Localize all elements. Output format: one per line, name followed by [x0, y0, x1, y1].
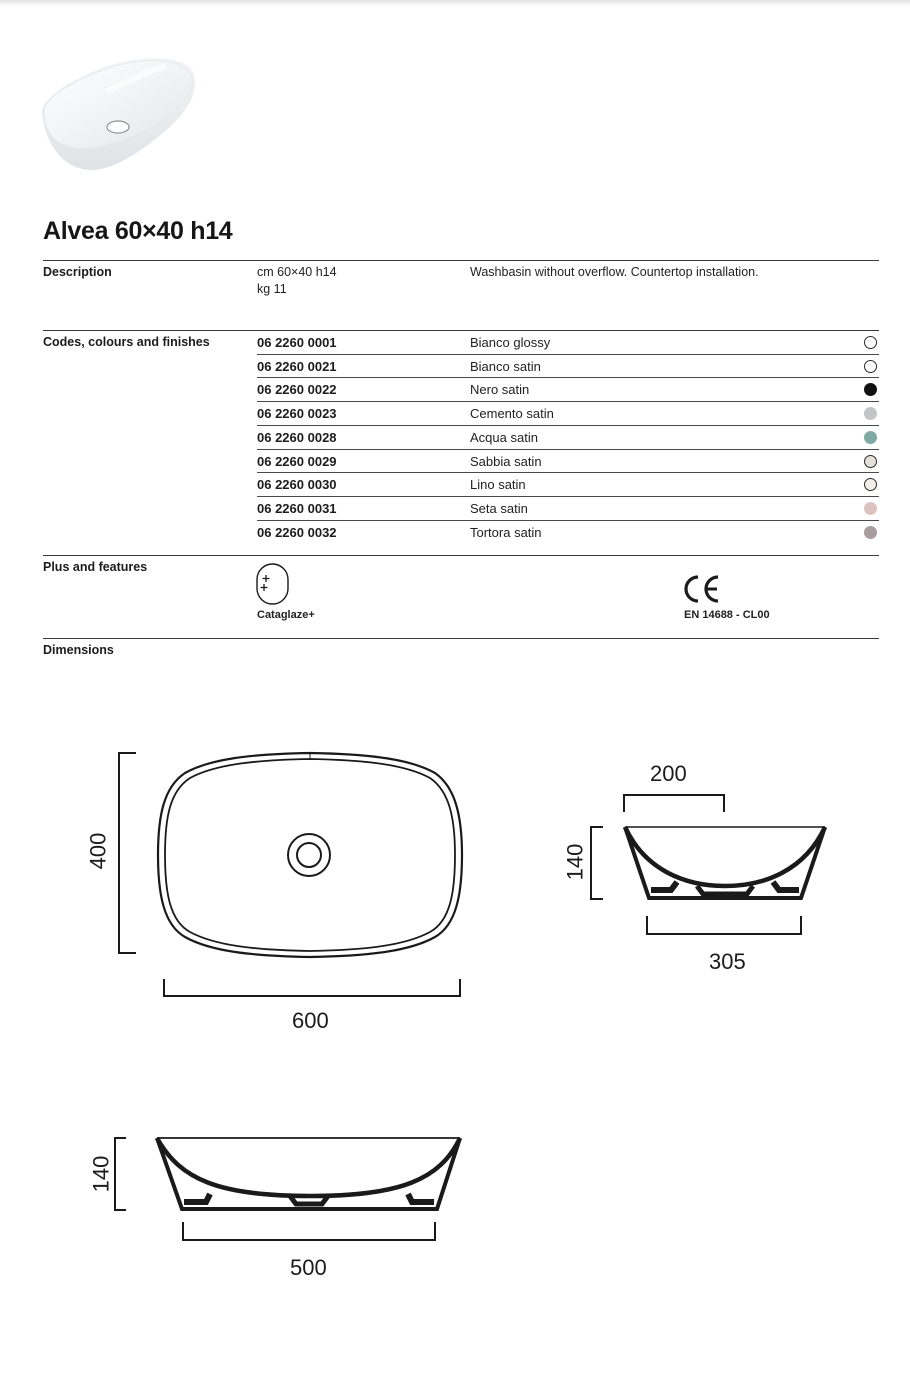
product-code: 06 2260 0029	[257, 454, 337, 469]
cataglaze-sparkle-icon	[256, 563, 290, 605]
dim-width-600: 600	[292, 1008, 329, 1033]
row-divider	[257, 449, 879, 450]
divider	[43, 638, 879, 639]
color-swatch	[864, 478, 877, 491]
product-code: 06 2260 0031	[257, 501, 337, 516]
color-swatch	[864, 431, 877, 444]
dim-depth-400: 400	[85, 832, 111, 870]
description-text: Washbasin without overflow. Countertop installation.	[470, 265, 759, 279]
product-code: 06 2260 0022	[257, 382, 337, 397]
finish-name: Seta satin	[470, 501, 528, 516]
color-swatch	[864, 502, 877, 515]
row-divider	[257, 496, 879, 497]
top-edge-shade	[0, 0, 910, 6]
dim-offset-200: 200	[650, 761, 687, 786]
dim-base-305: 305	[709, 949, 746, 974]
features-label: Plus and features	[43, 560, 148, 574]
finish-name: Tortora satin	[470, 525, 542, 540]
color-swatch	[864, 407, 877, 420]
front-view-drawing	[110, 1130, 470, 1250]
color-swatch	[864, 526, 877, 539]
finish-name: Lino satin	[470, 477, 526, 492]
dim-side-height-140: 140	[562, 843, 588, 881]
finish-name: Cemento satin	[470, 406, 554, 421]
description-label: Description	[43, 265, 112, 279]
row-divider	[257, 377, 879, 378]
color-swatch	[864, 455, 877, 468]
side-view-drawing	[585, 790, 835, 940]
finish-name: Acqua satin	[470, 430, 538, 445]
description-weight: kg 11	[257, 282, 287, 296]
product-code: 06 2260 0023	[257, 406, 337, 421]
row-divider	[257, 401, 879, 402]
dim-front-height-140: 140	[88, 1155, 114, 1193]
product-code: 06 2260 0032	[257, 525, 337, 540]
product-title: Alvea 60×40 h14	[43, 217, 233, 245]
product-code: 06 2260 0021	[257, 359, 337, 374]
finish-name: Bianco glossy	[470, 335, 551, 350]
color-swatch	[864, 360, 877, 373]
color-swatch	[864, 383, 877, 396]
finish-name: Sabbia satin	[470, 454, 542, 469]
product-code: 06 2260 0028	[257, 430, 337, 445]
feature-en-standard-label: EN 14688 - CL00	[684, 609, 770, 621]
finish-name: Nero satin	[470, 382, 530, 397]
product-code: 06 2260 0030	[257, 477, 337, 492]
row-divider	[257, 354, 879, 355]
row-divider	[257, 425, 879, 426]
row-divider	[257, 472, 879, 473]
divider	[43, 555, 879, 556]
divider	[43, 330, 879, 331]
feature-cataglaze-label: Cataglaze+	[257, 609, 315, 621]
color-swatch	[864, 336, 877, 349]
dim-base-500: 500	[290, 1255, 327, 1280]
divider	[43, 260, 879, 261]
dimensions-label: Dimensions	[43, 643, 114, 657]
description-size: cm 60×40 h14	[257, 265, 337, 279]
top-view-drawing	[110, 745, 470, 1005]
finish-name: Bianco satin	[470, 359, 541, 374]
ce-mark-icon	[684, 575, 720, 603]
product-image	[36, 52, 202, 176]
codes-label: Codes, colours and finishes	[43, 335, 210, 349]
product-code: 06 2260 0001	[257, 335, 337, 350]
row-divider	[257, 520, 879, 521]
